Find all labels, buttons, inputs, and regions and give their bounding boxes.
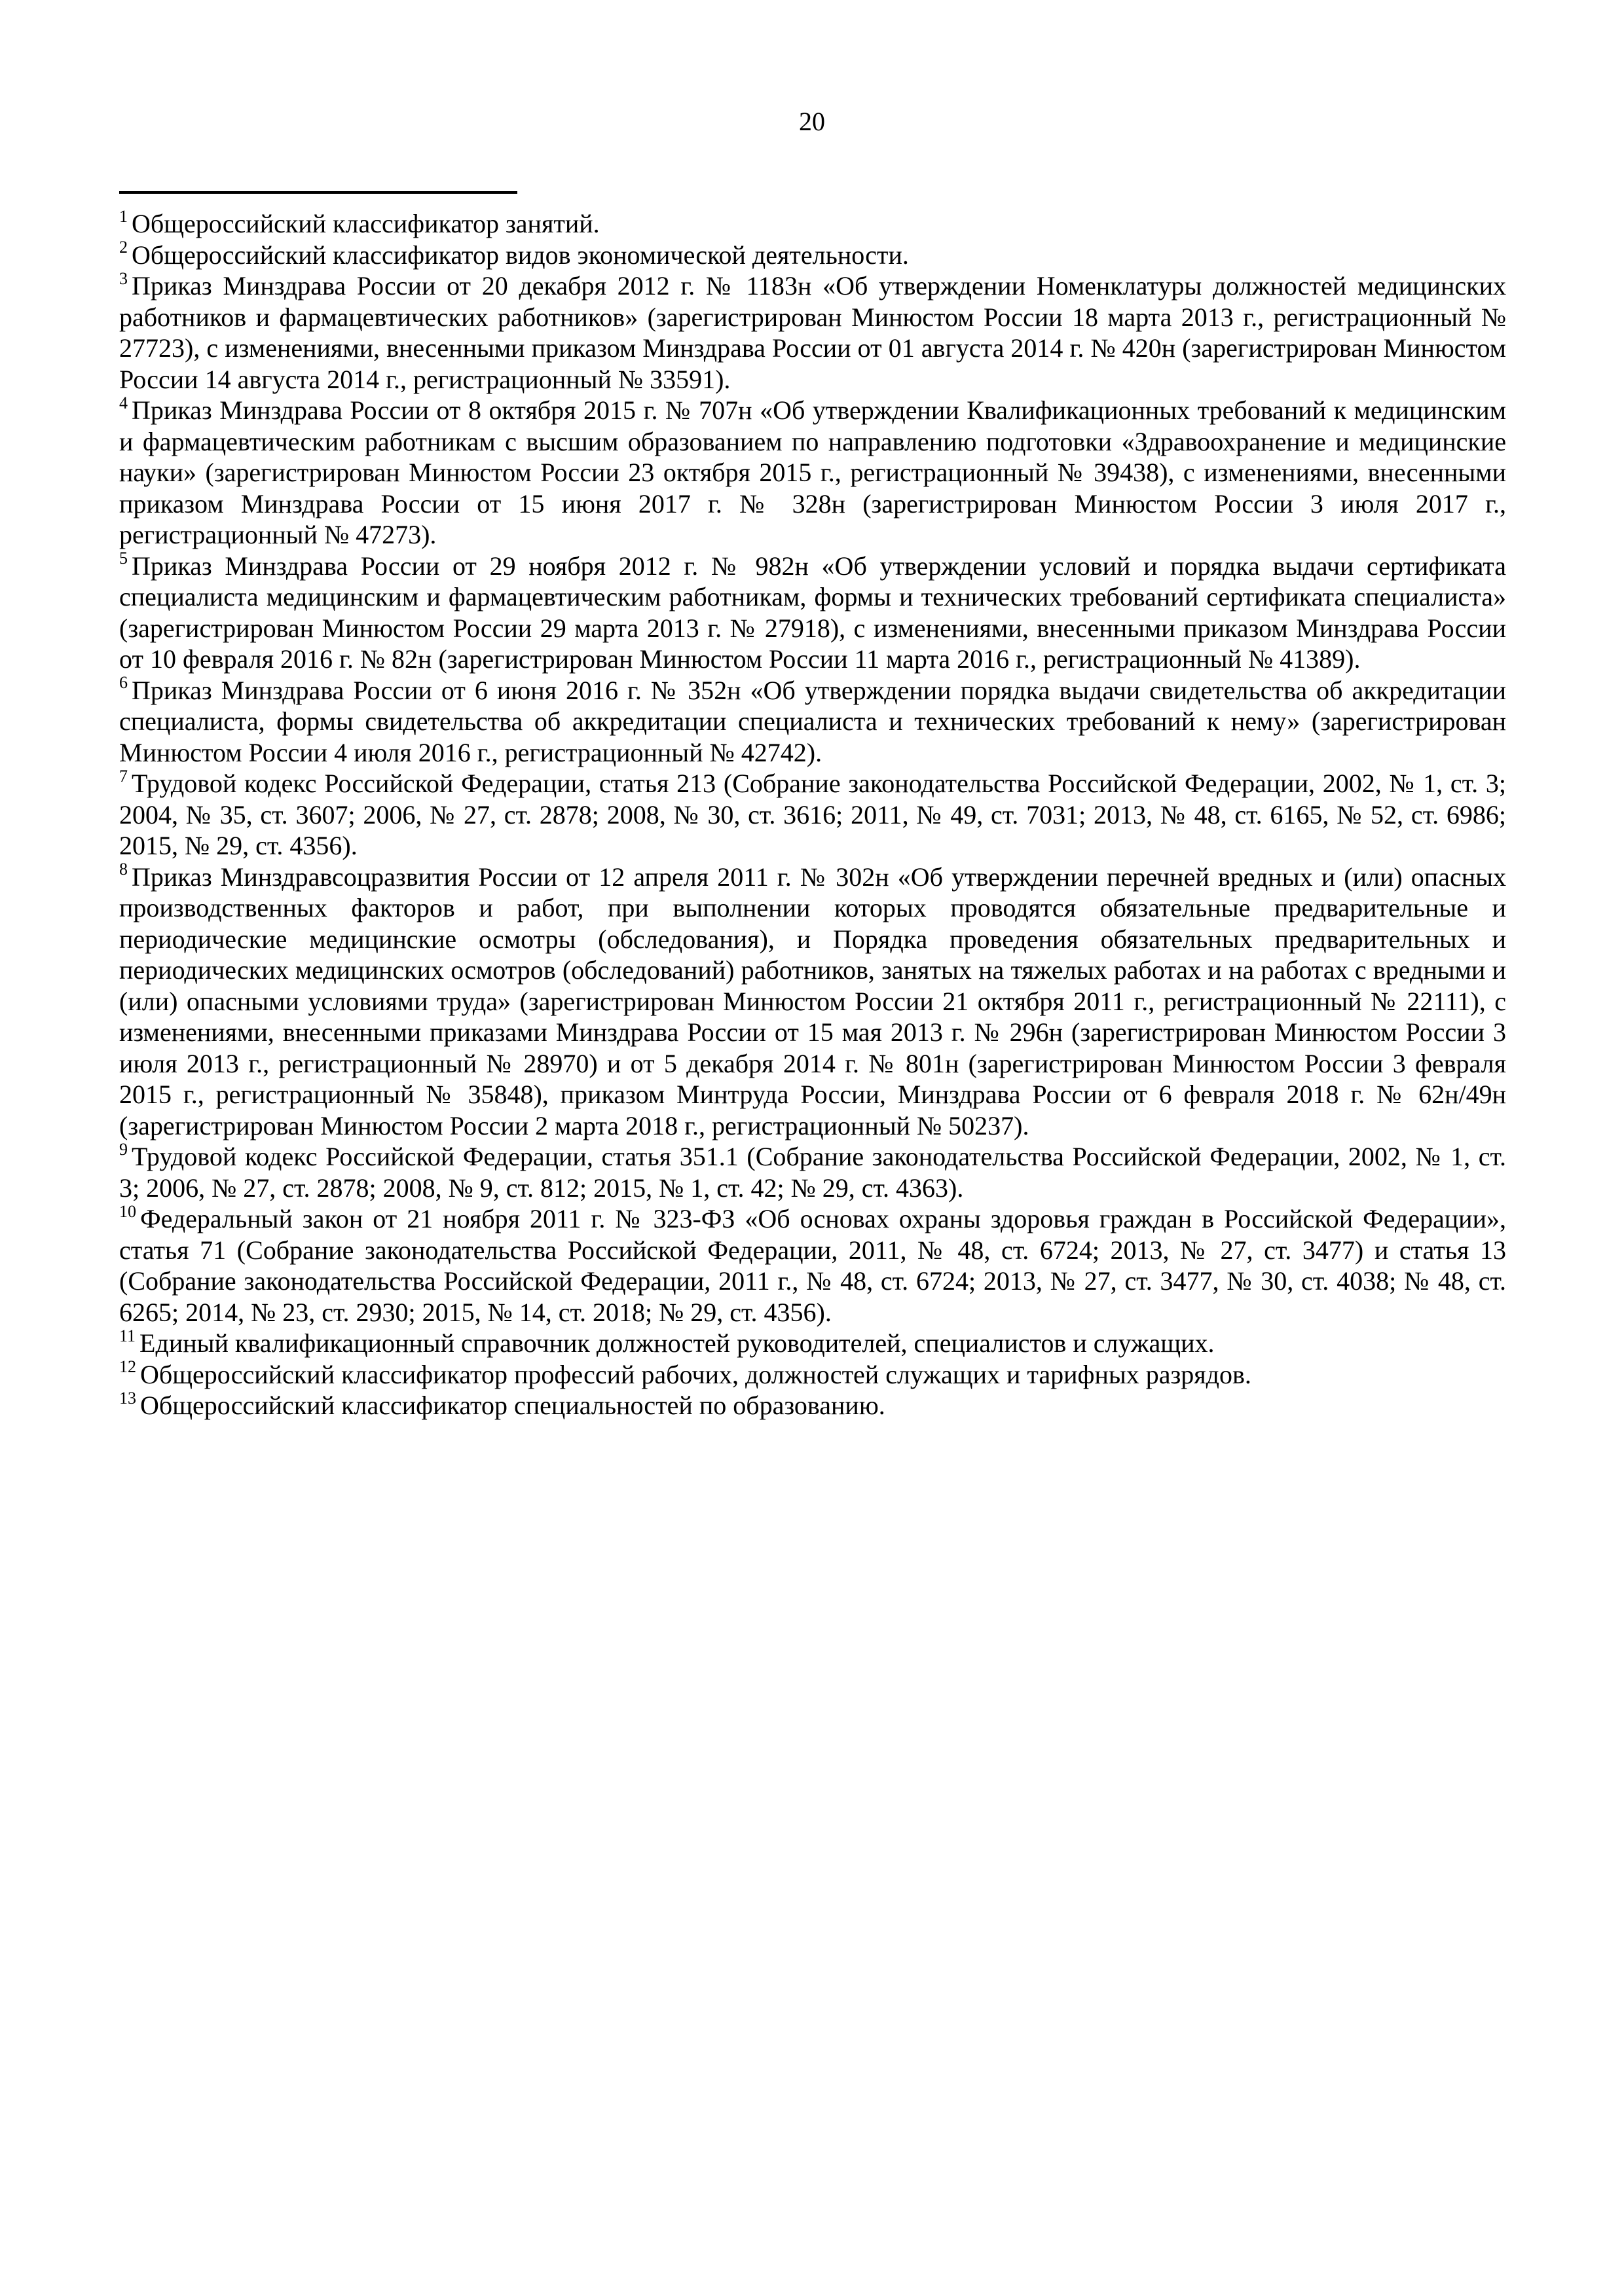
footnote-text: Общероссийский классификатор видов экономической деятельности. bbox=[132, 240, 909, 270]
footnote-5 bbox=[119, 551, 1506, 675]
footnote-text: Общероссийский классификатор специальностей по образованию. bbox=[140, 1391, 885, 1420]
footnote-1 bbox=[119, 208, 1506, 240]
footnote-6 bbox=[119, 675, 1506, 769]
footnote-mark: 2 bbox=[119, 238, 128, 257]
footnote-mark: 4 bbox=[119, 393, 128, 412]
footnote-2 bbox=[119, 240, 1506, 271]
page-number: 20 bbox=[799, 107, 825, 136]
footnotes-section bbox=[119, 208, 1506, 1421]
footnote-text: Трудовой кодекс Российской Федерации, статья 351.1 (Собрание законодательства Российской Федерации, 2002, № 1, ст. 3; 2006, № 27, ст. 2878; 2008, № 9, ст. 812; 2015, № 1, ст. 42; № 29, ст. 4363). bbox=[119, 1142, 1506, 1203]
footnote-text: Общероссийский классификатор профессий рабочих, должностей служащих и тарифных разрядов. bbox=[140, 1359, 1251, 1389]
footnote-text: Единый квалификационный справочник должностей руководителей, специалистов и служащих. bbox=[139, 1328, 1215, 1358]
footnote-text: Приказ Минздрава России от 8 октября 2015 г. № 707н «Об утверждении Квалификационных требований к медицинским и фармацевтическим работникам с высшим образованием по направлению подготовки «Здравоохранение и медицинские науки» (зарегистрирован Минюстом России 23 октября 2015 г., регистрационный № 39438), с изменениями, внесенными приказом Минздрава России от 15 июня 2017 г. № 328н (зарегистрирован Минюстом России 3 июля 2017 г., регистрационный № 47273). bbox=[119, 395, 1506, 549]
footnote-text: Общероссийский классификатор занятий. bbox=[132, 209, 600, 238]
footnote-text: Приказ Минздрава России от 29 ноября 2012 г. № 982н «Об утверждении условий и порядка выдачи сертификата специалиста медицинским и фармацевтическим работникам, формы и технических требований сертификата специалиста» (зарегистрирован Минюстом России 29 марта 2013 г. № 27918), с изменениями, внесенными приказом Минздрава России от 10 февраля 2016 г. № 82н (зарегистрирован Минюстом России 11 марта 2016 г., регистрационный № 41389). bbox=[119, 551, 1506, 674]
footnote-9 bbox=[119, 1141, 1506, 1203]
footnote-mark: 10 bbox=[119, 1201, 136, 1221]
footnote-8 bbox=[119, 862, 1506, 1142]
footnote-separator bbox=[119, 191, 517, 194]
footnote-3 bbox=[119, 270, 1506, 395]
footnote-mark: 6 bbox=[119, 673, 128, 693]
footnote-12 bbox=[119, 1359, 1506, 1391]
footnote-10 bbox=[119, 1203, 1506, 1328]
footnote-text: Приказ Минздрава России от 6 июня 2016 г. № 352н «Об утверждении порядка выдачи свидетельства об аккредитации специалиста, формы свидетельства об аккредитации специалиста и технических требований к нему» (зарегистрирован Минюстом России 4 июля 2016 г., регистрационный № 42742). bbox=[119, 675, 1506, 767]
footnote-mark: 5 bbox=[119, 549, 128, 568]
footnote-mark: 1 bbox=[119, 206, 128, 226]
footnote-11 bbox=[119, 1328, 1506, 1359]
footnote-mark: 13 bbox=[119, 1388, 136, 1408]
footnote-13 bbox=[119, 1390, 1506, 1421]
footnote-mark: 11 bbox=[119, 1326, 136, 1345]
footnote-text: Федеральный закон от 21 ноября 2011 г. № 323-ФЗ «Об основах охраны здоровья граждан в Российской Федерации», статья 71 (Собрание законодательства Российской Федерации, 2011, № 48, ст. 6724; 2013, № 27, ст. 3477) и статья 13 (Собрание законодательства Российской Федерации, 2011 г., № 48, ст. 6724; 2013, № 27, ст. 3477, № 30, ст. 4038; № 48, ст. 6265; 2014, № 23, ст. 2930; 2015, № 14, ст. 2018; № 29, ст. 4356). bbox=[119, 1204, 1506, 1327]
footnote-mark: 8 bbox=[119, 860, 128, 879]
footnote-text: Трудовой кодекс Российской Федерации, статья 213 (Собрание законодательства Российской Федерации, 2002, № 1, ст. 3; 2004, № 35, ст. 3607; 2006, № 27, ст. 2878; 2008, № 30, ст. 3616; 2011, № 49, ст. 7031; 2013, № 48, ст. 6165, № 52, ст. 6986; 2015, № 29, ст. 4356). bbox=[119, 769, 1506, 860]
footnote-7 bbox=[119, 768, 1506, 862]
footnote-mark: 9 bbox=[119, 1139, 128, 1159]
footnote-4 bbox=[119, 395, 1506, 551]
footnote-mark: 7 bbox=[119, 766, 128, 786]
footnote-mark: 12 bbox=[119, 1357, 136, 1377]
footnote-text: Приказ Минздрава России от 20 декабря 2012 г. № 1183н «Об утверждении Номенклатуры должностей медицинских работников и фармацевтических работников» (зарегистрирован Минюстом России 18 марта 2013 г., регистрационный № 27723), с изменениями, внесенными приказом Минздрава России от 01 августа 2014 г. № 420н (зарегистрирован Минюстом России 14 августа 2014 г., регистрационный № 33591). bbox=[119, 271, 1506, 394]
footnote-text: Приказ Минздравсоцразвития России от 12 апреля 2011 г. № 302н «Об утверждении перечней вредных и (или) опасных производственных факторов и работ, при выполнении которых проводятся обязательные предварительные и периодические медицинские осмотры (обследования), и Порядка проведения обязательных предварительных и периодических медицинских осмотров (обследований) работников, занятых на тяжелых работах и на работах с вредными и (или) опасными условиями труда» (зарегистрирован Минюстом России 21 октября 2011 г., регистрационный № 22111), с изменениями, внесенными приказами Минздрава России от 15 мая 2013 г. № 296н (зарегистрирован Минюстом России 3 июля 2013 г., регистрационный № 28970) и от 5 декабря 2014 г. № 801н (зарегистрирован Минюстом России 3 февраля 2015 г., регистрационный № 35848), приказом Минтруда России, Минздрава России от 6 февраля 2018 г. № 62н/49н (зарегистрирован Минюстом России 2 марта 2018 г., регистрационный № 50237). bbox=[119, 862, 1506, 1140]
footnote-mark: 3 bbox=[119, 268, 128, 288]
